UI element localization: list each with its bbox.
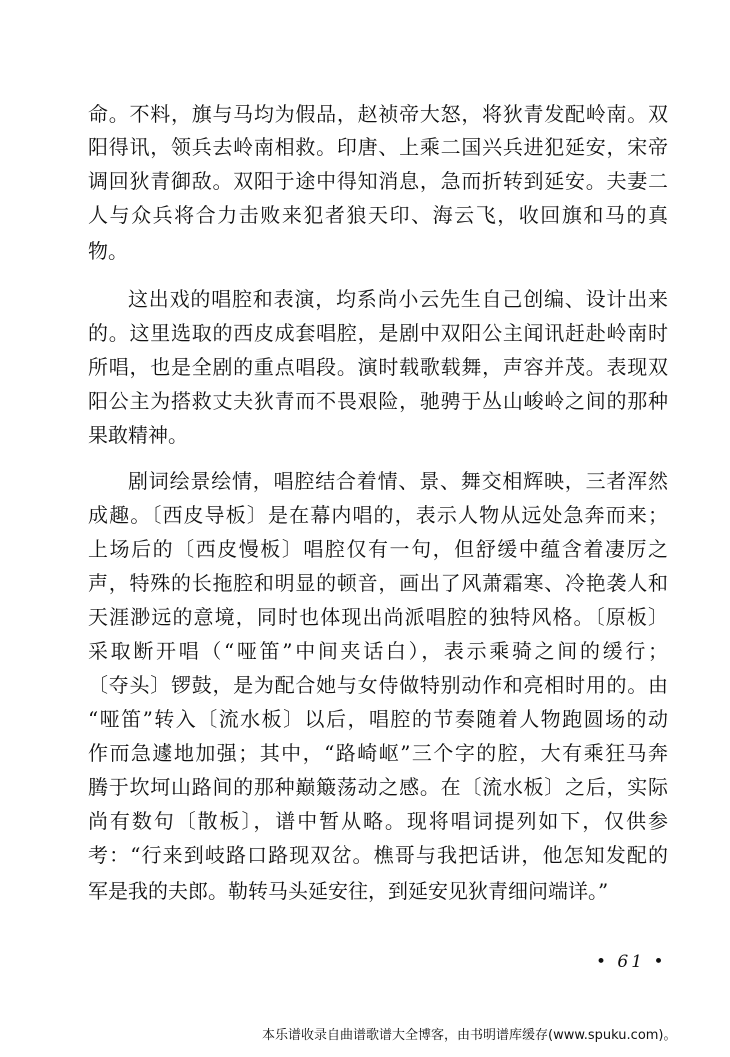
text-line: 〔夺头〕锣鼓，是为配合她与女侍做特别动作和亮相时用的。由 (88, 673, 668, 697)
paragraph-first-line: 这出戏的唱腔和表演，均系尚小云先生自己创编、设计出来 (128, 287, 668, 311)
text-line: 作而急遽地加强；其中，“路崎岖”三个字的腔，大有乘狂马奔 (88, 741, 668, 765)
text-line: 果敢精神。 (88, 423, 188, 447)
text-line: 军是我的夫郎。勒转马头延安往，到延安见狄青细问端详。” (88, 879, 609, 903)
text-line: 的。这里选取的西皮成套唱腔，是剧中双阳公主闻讯赶赴岭南时 (88, 321, 668, 345)
text-line: 腾于坎坷山路间的那种巅簸荡动之感。在〔流水板〕之后，实际 (88, 775, 668, 799)
text-line: 考：“行来到岐路口路现双岔。樵哥与我把话讲，他怎知发配的 (88, 843, 668, 867)
text-line: 人与众兵将合力击败来犯者狼天印、海云飞，收回旗和马的真 (88, 203, 668, 227)
text-line: “哑笛”转入〔流水板〕以后，唱腔的节奏随着人物跑圆场的动 (88, 707, 668, 731)
text-line: 阳公主为搭救丈夫狄青而不畏艰险，驰骋于丛山峻岭之间的那种 (88, 389, 668, 413)
text-line: 采取断开唱（“哑笛”中间夹话白），表示乘骑之间的缓行； (88, 639, 668, 663)
text-line: 上场后的〔西皮慢板〕唱腔仅有一句，但舒缓中蕴含着凄厉之 (88, 537, 668, 561)
text-line: 声，特殊的长拖腔和明显的顿音，画出了风萧霜寒、冷艳袭人和 (88, 571, 668, 595)
text-line: 所唱，也是全剧的重点唱段。演时载歌载舞，声容并茂。表现双 (88, 355, 668, 379)
text-line: 成趣。〔西皮导板〕是在幕内唱的，表示人物从远处急奔而来； (88, 503, 668, 527)
source-footer: 本乐谱收录自曲谱歌谱大全博客，由书明谱库缓存(www.spuku.com)。 (262, 1028, 677, 1043)
text-line: 调回狄青御敌。双阳于途中得知消息，急而折转到延安。夫妻二 (88, 169, 668, 193)
paragraph-first-line: 剧词绘景绘情，唱腔结合着情、景、舞交相辉映，三者浑然 (128, 469, 668, 493)
text-line: 物。 (88, 239, 128, 263)
text-line: 阳得讯，领兵去岭南相救。印唐、上乘二国兴兵进犯延安，宋帝 (88, 135, 668, 159)
page-number: • 61 • (596, 952, 667, 972)
text-line: 天涯渺远的意境，同时也体现出尚派唱腔的独特风格。〔原板〕 (88, 605, 668, 629)
text-line: 尚有数句〔散板〕，谱中暂从略。现将唱词提列如下，仅供参 (88, 809, 668, 833)
text-line: 命。不料，旗与马均为假品，赵祯帝大怒，将狄青发配岭南。双 (88, 102, 668, 126)
